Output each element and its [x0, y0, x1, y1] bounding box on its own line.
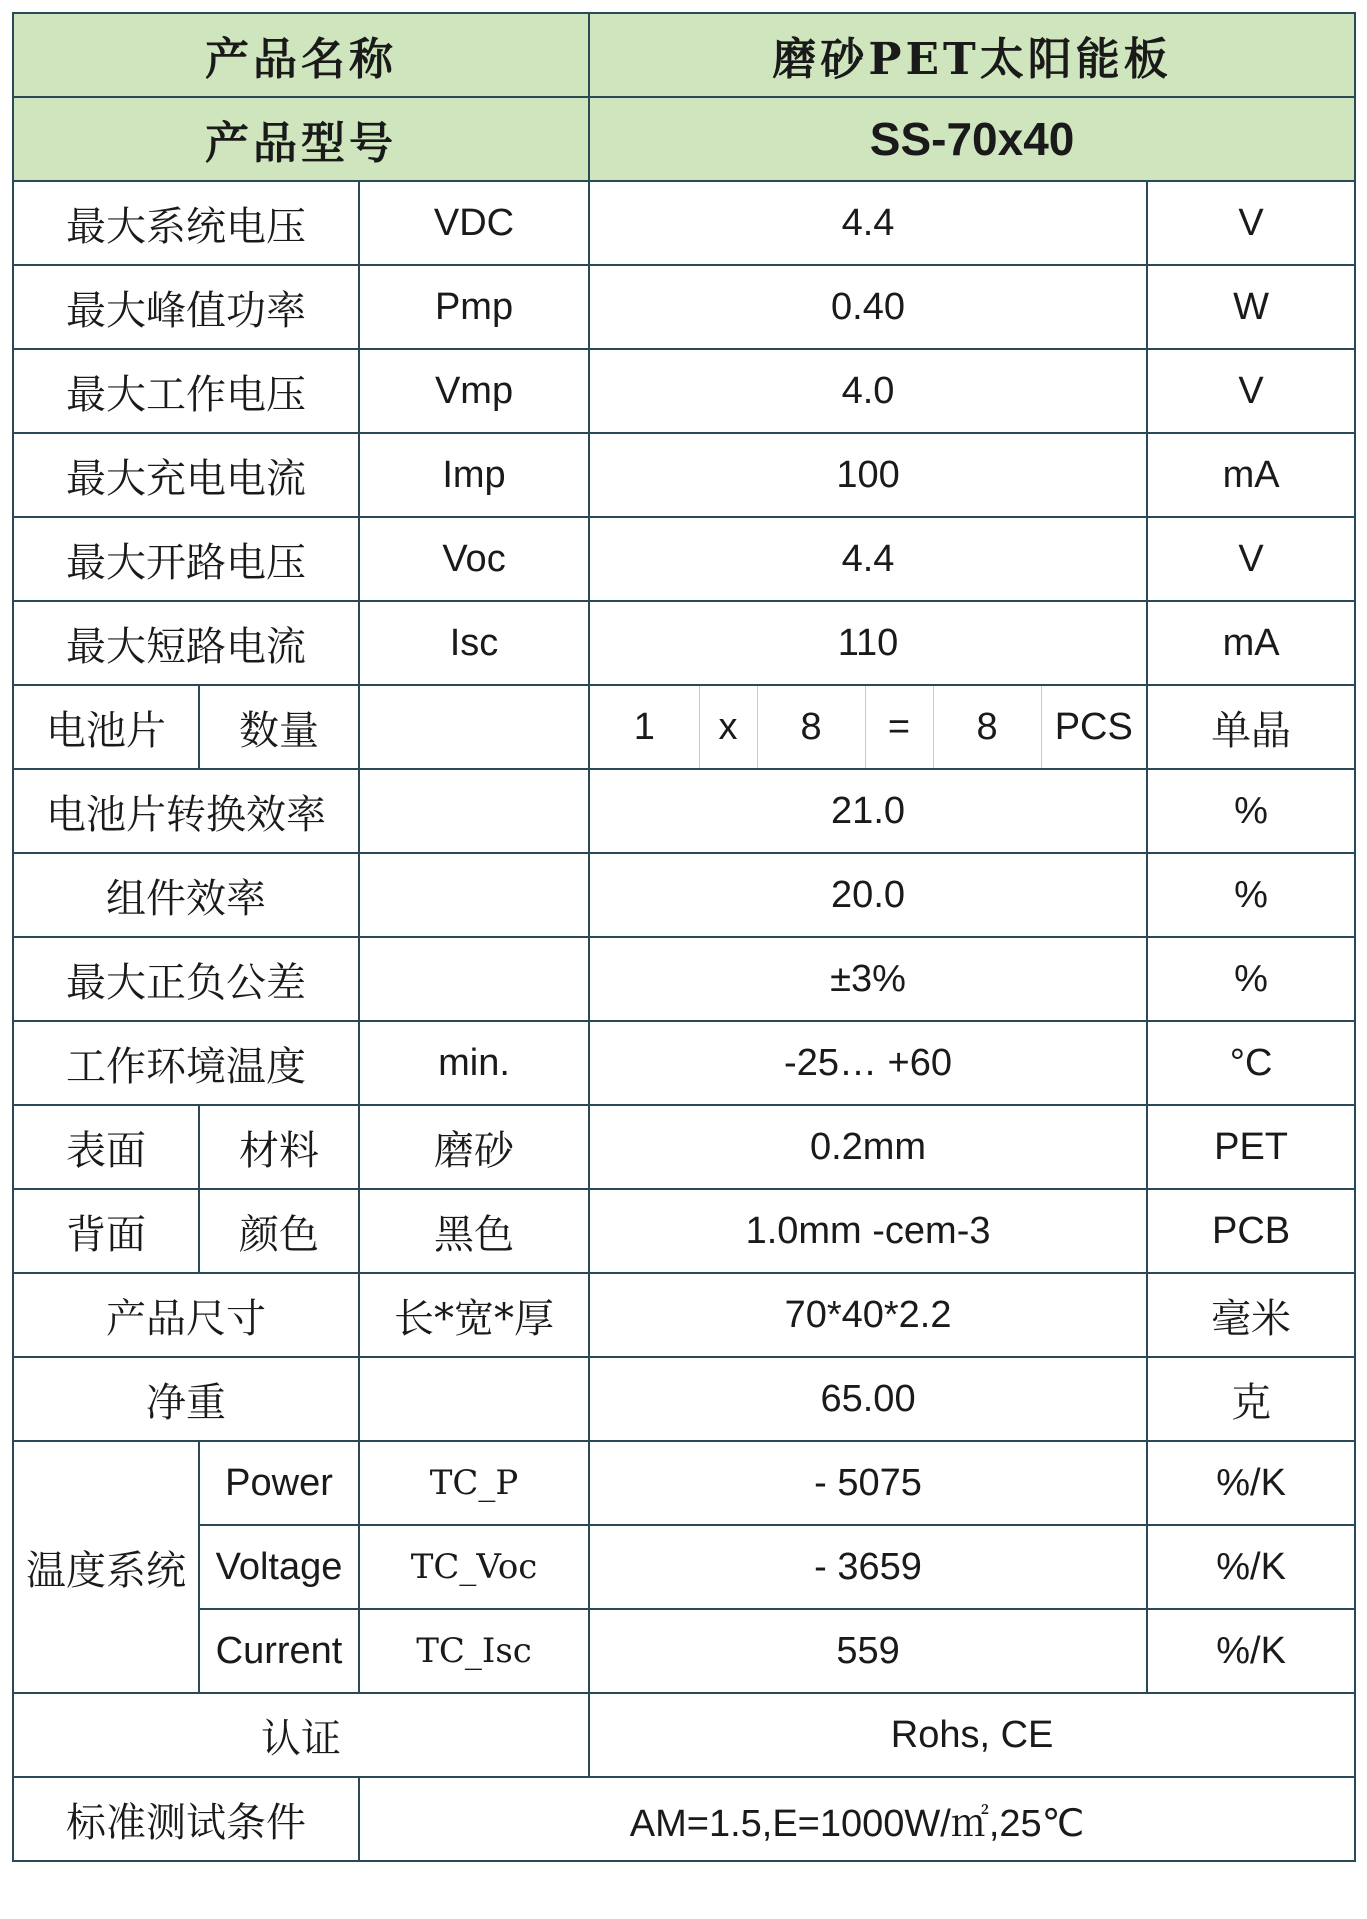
efficiency-value: ±3% [589, 937, 1147, 1021]
temp-coeff-symbol: TC_P [359, 1441, 589, 1525]
efficiency-unit: % [1147, 937, 1355, 1021]
spec-table [12, 12, 1356, 1862]
temp-coeff-row [13, 1609, 1355, 1693]
spec-symbol: Vmp [359, 349, 589, 433]
cell-count-unit: PCS [1041, 685, 1147, 769]
weight-value: 65.00 [589, 1357, 1147, 1441]
spec-value: 110 [589, 601, 1147, 685]
surface-label: 表面 [13, 1105, 199, 1189]
temp-range-value: -25… +60 [589, 1021, 1147, 1105]
efficiency-row [13, 853, 1355, 937]
temp-coeff-symbol: TC_Isc [359, 1609, 589, 1693]
spec-label: 最大短路电流 [13, 601, 359, 685]
spec-symbol: Pmp [359, 265, 589, 349]
temp-coeff-unit: %/K [1147, 1609, 1355, 1693]
back-row [13, 1189, 1355, 1273]
size-symbol: 长*宽*厚 [359, 1273, 589, 1357]
temp-coeff-value: - 5075 [589, 1441, 1147, 1525]
test-conditions-row [13, 1777, 1355, 1861]
surface-value: 0.2mm [589, 1105, 1147, 1189]
efficiency-label: 最大正负公差 [13, 937, 359, 1021]
size-row [13, 1273, 1355, 1357]
test-conditions-value: AM=1.5,E=1000W/㎡,25℃ [359, 1777, 1355, 1861]
size-label: 产品尺寸 [13, 1273, 359, 1357]
temp-coeff-row [13, 1441, 1355, 1525]
spec-row [13, 181, 1355, 265]
product-name-value: 磨砂PET太阳能板 [589, 13, 1355, 97]
temp-range-symbol: min. [359, 1021, 589, 1105]
spec-row [13, 517, 1355, 601]
weight-unit: 克 [1147, 1357, 1355, 1441]
product-model-label: 产品型号 [13, 97, 589, 181]
spec-value: 4.4 [589, 181, 1147, 265]
spec-symbol: VDC [359, 181, 589, 265]
temp-range-row [13, 1021, 1355, 1105]
efficiency-symbol [359, 937, 589, 1021]
certification-label: 认证 [13, 1693, 589, 1777]
efficiency-row [13, 937, 1355, 1021]
spec-symbol: Voc [359, 517, 589, 601]
weight-symbol [359, 1357, 589, 1441]
temp-coeff-unit: %/K [1147, 1525, 1355, 1609]
product-name-label: 产品名称 [13, 13, 589, 97]
back-symbol: 黑色 [359, 1189, 589, 1273]
spec-label: 最大系统电压 [13, 181, 359, 265]
certification-value: Rohs, CE [589, 1693, 1355, 1777]
spec-row [13, 433, 1355, 517]
size-value: 70*40*2.2 [589, 1273, 1147, 1357]
surface-row [13, 1105, 1355, 1189]
temp-coeff-label: 温度系统 [13, 1441, 199, 1693]
efficiency-symbol [359, 853, 589, 937]
spec-unit: mA [1147, 601, 1355, 685]
spec-value: 4.4 [589, 517, 1147, 601]
back-unit: PCB [1147, 1189, 1355, 1273]
efficiency-label: 电池片转换效率 [13, 769, 359, 853]
spec-value: 100 [589, 433, 1147, 517]
back-value: 1.0mm -cem-3 [589, 1189, 1147, 1273]
temp-coeff-name: Current [199, 1609, 359, 1693]
spec-unit: V [1147, 181, 1355, 265]
product-name-row [13, 13, 1355, 97]
weight-label: 净重 [13, 1357, 359, 1441]
cell-count-a: 1 [589, 685, 699, 769]
efficiency-unit: % [1147, 769, 1355, 853]
spec-label: 最大工作电压 [13, 349, 359, 433]
efficiency-unit: % [1147, 853, 1355, 937]
surface-symbol: 磨砂 [359, 1105, 589, 1189]
efficiency-row [13, 769, 1355, 853]
temp-coeff-value: - 3659 [589, 1525, 1147, 1609]
spec-label: 最大开路电压 [13, 517, 359, 601]
spec-unit: mA [1147, 433, 1355, 517]
temp-coeff-value: 559 [589, 1609, 1147, 1693]
product-model-row [13, 97, 1355, 181]
spec-row [13, 349, 1355, 433]
spec-row [13, 265, 1355, 349]
product-model-value: SS-70x40 [589, 97, 1355, 181]
back-sublabel: 颜色 [199, 1189, 359, 1273]
efficiency-value: 21.0 [589, 769, 1147, 853]
spec-unit: V [1147, 349, 1355, 433]
spec-label: 最大充电电流 [13, 433, 359, 517]
cell-label: 电池片 [13, 685, 199, 769]
temp-coeff-symbol: TC_Voc [359, 1525, 589, 1609]
temp-range-unit: °C [1147, 1021, 1355, 1105]
back-label: 背面 [13, 1189, 199, 1273]
spec-symbol: Isc [359, 601, 589, 685]
cell-count-op-times: x [699, 685, 757, 769]
efficiency-label: 组件效率 [13, 853, 359, 937]
size-unit: 毫米 [1147, 1273, 1355, 1357]
surface-sublabel: 材料 [199, 1105, 359, 1189]
cell-count-total: 8 [933, 685, 1041, 769]
test-conditions-label: 标准测试条件 [13, 1777, 359, 1861]
cell-count-b: 8 [757, 685, 865, 769]
temp-coeff-unit: %/K [1147, 1441, 1355, 1525]
temp-coeff-name: Power [199, 1441, 359, 1525]
efficiency-value: 20.0 [589, 853, 1147, 937]
temp-coeff-name: Voltage [199, 1525, 359, 1609]
spec-row [13, 601, 1355, 685]
efficiency-symbol [359, 769, 589, 853]
certification-row [13, 1693, 1355, 1777]
weight-row [13, 1357, 1355, 1441]
spec-unit: W [1147, 265, 1355, 349]
spec-value: 0.40 [589, 265, 1147, 349]
cell-type: 单晶 [1147, 685, 1355, 769]
spec-symbol: Imp [359, 433, 589, 517]
surface-unit: PET [1147, 1105, 1355, 1189]
temp-range-label: 工作环境温度 [13, 1021, 359, 1105]
spec-unit: V [1147, 517, 1355, 601]
cell-count-row [13, 685, 1355, 769]
cell-count-symbol [359, 685, 589, 769]
spec-label: 最大峰值功率 [13, 265, 359, 349]
cell-count-label: 数量 [199, 685, 359, 769]
cell-count-op-equals: = [865, 685, 933, 769]
temp-coeff-row [13, 1525, 1355, 1609]
spec-value: 4.0 [589, 349, 1147, 433]
